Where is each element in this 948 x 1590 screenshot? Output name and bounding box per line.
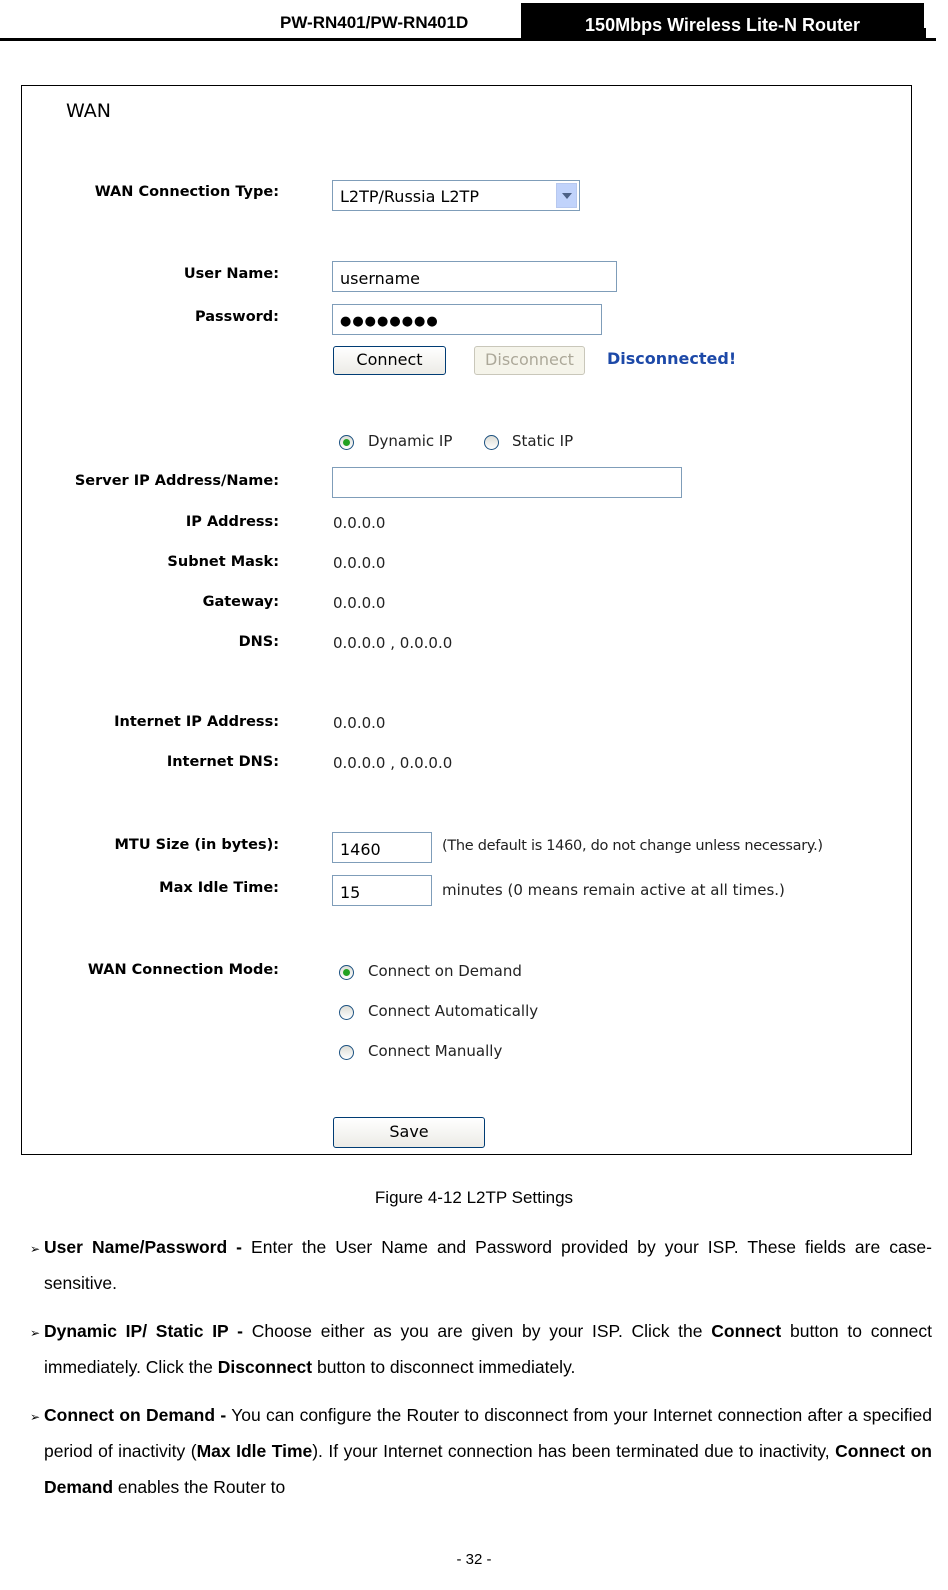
bullet-text: enables the Router to [113,1477,286,1497]
connection-status: Disconnected! [607,349,737,368]
connect-on-demand-label: Connect on Demand [368,962,522,980]
bullet-emphasis: Disconnect [217,1357,313,1377]
internet-dns-label: Internet DNS: [166,754,279,770]
idle-note: minutes (0 means remain active at all times.) [442,881,785,899]
connect-on-demand-radio[interactable] [339,965,354,980]
bullet-text: button to connect immediately. Click the [44,1321,932,1377]
page-number: - 32 - [456,1551,492,1568]
internet-ip-value: 0.0.0.0 [333,714,386,732]
username-input[interactable]: username [332,261,617,292]
figure-caption: Figure 4-12 L2TP Settings [374,1188,574,1207]
bullet-emphasis: Connect on Demand [44,1441,932,1497]
bullet-arrow-icon: ➢ [30,1242,41,1256]
dynamic-ip-label: Dynamic IP [368,432,453,450]
header-rule-tick [924,28,926,40]
connect-manually-radio[interactable] [339,1045,354,1060]
username-label: User Name: [183,266,279,282]
bullet-arrow-icon: ➢ [30,1326,41,1340]
bullet-text: button to disconnect immediately. [312,1357,576,1377]
ip-address-label: IP Address: [185,514,279,530]
bullet-term: Dynamic IP/ Static IP - [44,1321,243,1341]
bullet-term: Connect on Demand - [44,1405,227,1425]
subnet-mask-label: Subnet Mask: [167,554,279,570]
connection-type-value: L2TP/Russia L2TP [340,187,479,206]
gateway-label: Gateway: [202,594,279,610]
page-title: WAN [66,100,111,122]
bullet-emphasis: Max Idle Time [196,1441,313,1461]
password-input[interactable]: ●●●●●●●● [332,304,602,335]
header-rule [0,38,936,41]
bullet-emphasis: Connect [711,1321,782,1341]
connection-mode-label: WAN Connection Mode: [87,962,279,978]
static-ip-radio[interactable] [484,435,499,450]
connect-manually-label: Connect Manually [368,1042,503,1060]
internet-dns-value: 0.0.0.0 , 0.0.0.0 [333,754,453,772]
connection-type-select[interactable] [332,180,580,211]
dynamic-ip-radio[interactable] [339,435,354,450]
connect-automatically-radio[interactable] [339,1005,354,1020]
password-label: Password: [195,309,279,325]
connect-automatically-label: Connect Automatically [368,1002,539,1020]
connection-type-label: WAN Connection Type: [94,184,279,200]
server-label: Server IP Address/Name: [74,473,279,489]
dns-label: DNS: [238,634,279,650]
save-button[interactable]: Save [333,1117,485,1148]
wan-settings-screenshot [21,85,912,1155]
mtu-note: (The default is 1460, do not change unless necessary.) [442,838,823,854]
mtu-label: MTU Size (in bytes): [114,837,279,853]
subnet-mask-value: 0.0.0.0 [333,554,386,572]
bullet-text: ). If your Internet connection has been terminated due to inactivity, [312,1441,836,1461]
internet-ip-label: Internet IP Address: [114,714,279,730]
mtu-input[interactable]: 1460 [332,832,432,863]
bullet-text: Choose either as you are given by your ISP. Click the [242,1321,712,1341]
chevron-down-icon[interactable] [556,183,577,208]
bullet-user-name-password [44,1229,932,1301]
bullet-dynamic-static-ip [44,1313,932,1385]
document-model: PW-RN401/PW-RN401D [280,13,469,32]
dns-value: 0.0.0.0 , 0.0.0.0 [333,634,453,652]
idle-label: Max Idle Time: [159,880,279,896]
idle-input[interactable]: 15 [332,875,432,906]
static-ip-label: Static IP [512,432,574,450]
bullet-text: You can configure the Router to disconnect from your Internet connection after a specified period of inactivity ( [44,1405,932,1461]
server-input[interactable] [332,467,682,498]
ip-address-value: 0.0.0.0 [333,514,386,532]
bullet-connect-on-demand [44,1397,932,1505]
gateway-value: 0.0.0.0 [333,594,386,612]
bullet-term: User Name/Password - [44,1237,243,1257]
connect-button[interactable]: Connect [333,346,446,375]
bullet-text: Enter the User Name and Password provided by your ISP. These fields are case-sensitive. [44,1237,932,1293]
bullet-arrow-icon: ➢ [30,1410,41,1424]
disconnect-button[interactable]: Disconnect [474,346,585,375]
document-product-title: 150Mbps Wireless Lite-N Router [521,3,924,41]
